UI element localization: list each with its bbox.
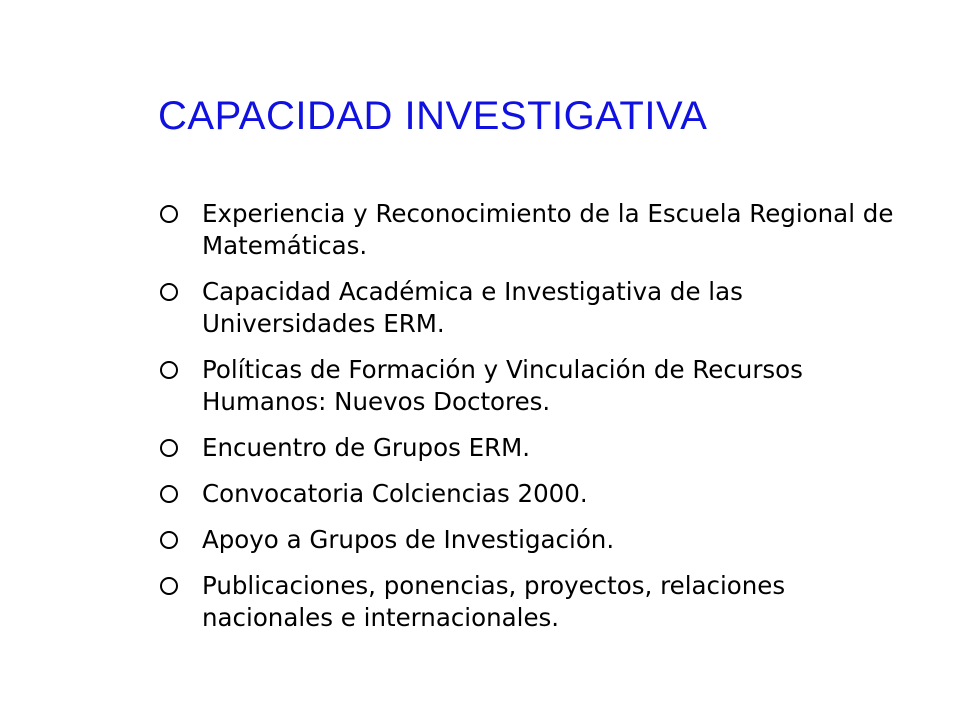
bullet-text: Apoyo a Grupos de Investigación.: [202, 525, 615, 554]
bullet-text: Políticas de Formación y Vinculación de Recursos Humanos: Nuevos Doctores.: [202, 355, 803, 416]
circle-outline-icon: [160, 205, 178, 223]
bullet-item: [158, 276, 898, 340]
bullet-list: [158, 198, 898, 648]
slide-title: CAPACIDAD INVESTIGATIVA: [158, 94, 708, 138]
bullet-text: Capacidad Académica e Investigativa de las Universidades ERM.: [202, 277, 743, 338]
circle-outline-icon: [160, 485, 178, 503]
bullet-text: Encuentro de Grupos ERM.: [202, 433, 531, 462]
bullet-text: Publicaciones, ponencias, proyectos, relaciones nacionales e internacionales.: [202, 571, 786, 632]
circle-outline-icon: [160, 283, 178, 301]
circle-outline-icon: [160, 577, 178, 595]
bullet-text: Convocatoria Colciencias 2000.: [202, 479, 588, 508]
circle-outline-icon: [160, 531, 178, 549]
bullet-text: Experiencia y Reconocimiento de la Escuela Regional de Matemáticas.: [202, 199, 894, 260]
bullet-item: [158, 354, 898, 418]
bullet-item: [158, 478, 898, 510]
bullet-item: [158, 524, 898, 556]
bullet-item: [158, 198, 898, 262]
circle-outline-icon: [160, 439, 178, 457]
circle-outline-icon: [160, 361, 178, 379]
bullet-item: [158, 570, 898, 634]
bullet-item: [158, 432, 898, 464]
